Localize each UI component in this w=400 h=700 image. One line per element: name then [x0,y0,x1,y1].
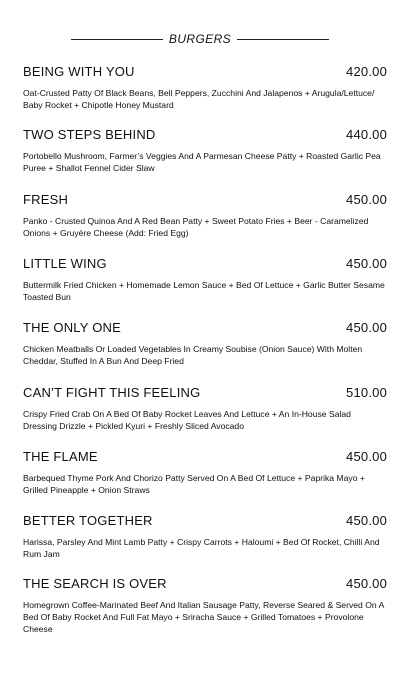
menu-item-header [23,385,387,403]
menu-item-description: Buttermilk Fried Chicken + Homemade Lemon Sauce + Bed Of Lettuce + Garlic Butter Sesame Toasted Bun [23,280,385,302]
menu-item-description: Barbequed Thyme Pork And Chorizo Patty Served On A Bed Of Lettuce + Paprika Mayo + Grilled Pineapple + Onion Straws [23,473,365,495]
menu-item-price: 450.00 [346,449,387,464]
menu-item-header [23,127,387,145]
menu-item [23,449,387,496]
header-rule-left [71,39,163,40]
menu-item-description: Panko - Crusted Quinoa And A Red Bean Patty + Sweet Potato Fries + Beer - Caramelized Onions + Gruyère Cheese (Add: Fried Egg) [23,216,369,238]
menu-item-description: Homegrown Coffee-Marinated Beef And Italian Sausage Patty, Reverse Seared & Served On A Bed Of Baby Rocket And Full Fat Mayo + Sriracha Sauce + Grilled Tomatoes + Provolone Cheese [23,600,384,634]
menu-item [23,256,387,303]
menu-item-name: BETTER TOGETHER [23,513,153,528]
menu-item-price: 420.00 [346,64,387,79]
menu-item-price: 450.00 [346,320,387,335]
header-rule-right [237,39,329,40]
menu-item-name: THE ONLY ONE [23,320,121,335]
menu-item-price: 440.00 [346,127,387,142]
menu-item-header [23,192,387,210]
menu-item-header [23,513,387,531]
menu-item-name: BEING WITH YOU [23,64,135,79]
menu-item-price: 450.00 [346,192,387,207]
menu-item [23,385,387,432]
menu-item-header [23,576,387,594]
menu-item-description: Crispy Fried Crab On A Bed Of Baby Rocket Leaves And Lettuce + An In-House Salad Dressing Drizzle + Pickled Kyuri + Freshly Sliced Avocado [23,409,351,431]
menu-item-name: TWO STEPS BEHIND [23,127,156,142]
menu-item-name: THE FLAME [23,449,98,464]
menu-item-description: Harissa, Parsley And Mint Lamb Patty + Crispy Carrots + Haloumi + Bed Of Rocket, Chilli And Rum Jam [23,537,380,559]
menu-item-price: 450.00 [346,256,387,271]
menu-item-price: 510.00 [346,385,387,400]
menu-item [23,127,387,174]
menu-item-description: Portobello Mushroom, Farmer’s Veggies And A Parmesan Cheese Patty + Roasted Garlic Pea Puree + Shallot Fennel Cider Slaw [23,151,381,173]
menu-item-description: Chicken Meatballs Or Loaded Vegetables In Creamy Soubise (Onion Sauce) With Molten Cheddar, Stuffed In A Bun And Deep Fried [23,344,363,366]
menu-item-name: THE SEARCH IS OVER [23,576,167,591]
menu-item [23,576,387,635]
menu-item-name: FRESH [23,192,69,207]
menu-item-price: 450.00 [346,513,387,528]
section-title: BURGERS [168,32,232,46]
menu-item-price: 450.00 [346,576,387,591]
menu-item-header [23,64,387,82]
menu-item-header [23,449,387,467]
menu-item-header [23,256,387,274]
menu-item-description: Oat-Crusted Patty Of Black Beans, Bell Peppers, Zucchini And Jalapenos + Arugula/Lettuce/ Baby Rocket + Chipotle Honey Mustard [23,88,375,110]
menu-item [23,192,387,239]
menu-item-name: CAN’T FIGHT THIS FEELING [23,385,201,400]
menu-item [23,64,387,111]
menu-item-header [23,320,387,338]
section-header [0,31,400,47]
menu-item-name: LITTLE WING [23,256,107,271]
menu-item [23,513,387,560]
menu-item [23,320,387,367]
